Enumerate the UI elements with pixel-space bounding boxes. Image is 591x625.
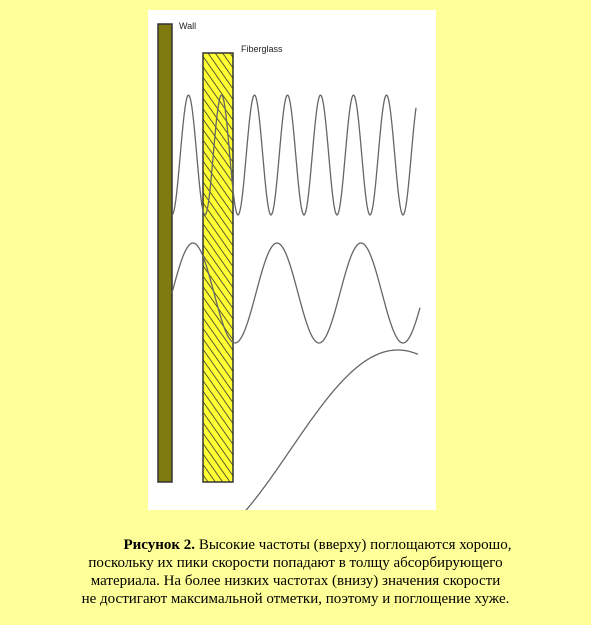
figure-panel — [148, 10, 436, 510]
wall-label: Wall — [179, 21, 197, 31]
caption-line-4: не достигают максимальной отметки, поэтому и поглощение хуже. — [81, 591, 510, 607]
caption-line-2: поскольку их пики скорости попадают в толщу абсорбирующего — [88, 555, 503, 571]
caption-line-1: Рисунок 2. Высокие частоты (вверху) поглощаются хорошо, — [123, 537, 512, 553]
caption-title: Рисунок 2. — [123, 537, 196, 553]
caption-line-3: материала. На более низких частотах (внизу) значения скорости — [90, 573, 501, 589]
absorption-diagram — [148, 10, 436, 510]
wall-bar — [158, 24, 172, 482]
fiberglass-label: Fiberglass — [241, 44, 283, 54]
figure-caption — [20, 536, 571, 608]
